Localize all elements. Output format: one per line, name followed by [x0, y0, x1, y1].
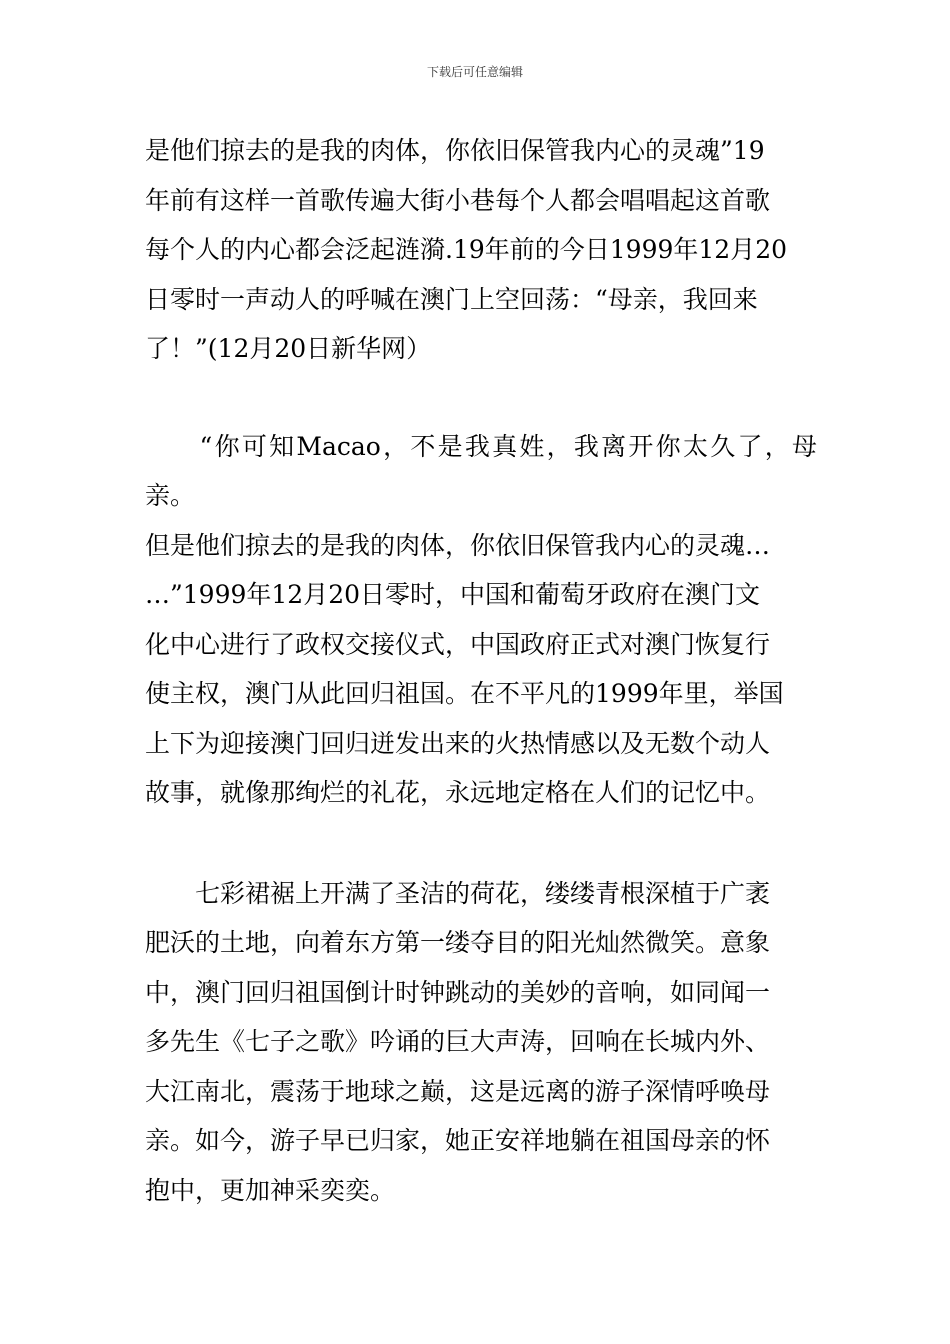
paragraph-1: 是他们掠去的是我的肉体，你依旧保管我内心的灵魂”19 年前有这样一首歌传遍大街小巷每个人都会唱唱起这首歌 每个人的内心都会泛起涟漪.19年前的今日1999年12月20 日零时一声动人的呼喊在澳门上空回荡：“母亲，我回来 了！”(12月20日新华网） [145, 136, 788, 363]
paragraph-3: 七彩裙裾上开满了圣洁的荷花，缕缕青根深植于广袤 肥沃的土地，向着东方第一缕夺目的阳光灿然微笑。意象 中，澳门回归祖国倒计时钟跳动的美妙的音响，如同闻一 多先生《七子之歌》吟诵的巨大声涛，回响在长城内外、 大江南北，震荡于地球之巅，这是远离的游子深情呼唤母 亲。如今，游子早已归家，她正安祥地躺在祖国母亲的怀 抱中，更加神采奕奕。 [145, 878, 771, 1205]
paragraph-2: “你可知Macao，不是我真姓，我离开你太久了，母亲。 但是他们掠去的是我的肉体，你依旧保管我内心的灵魂… …”1999年12月20日零时，中国和葡萄牙政府在澳门文 化中心进行了政权交接仪式，中国政府正式对澳门恢复行 使主权，澳门从此回归祖国。在不平凡的1999年里，举国 上下为迎接澳门回归迸发出来的火热情感以及无数个动人 故事，就像那绚烂的礼花，永远地定格在人们的记忆中。 [145, 431, 817, 807]
document-body [145, 126, 817, 1215]
page-header: 下载后可任意编辑 [426, 65, 523, 79]
